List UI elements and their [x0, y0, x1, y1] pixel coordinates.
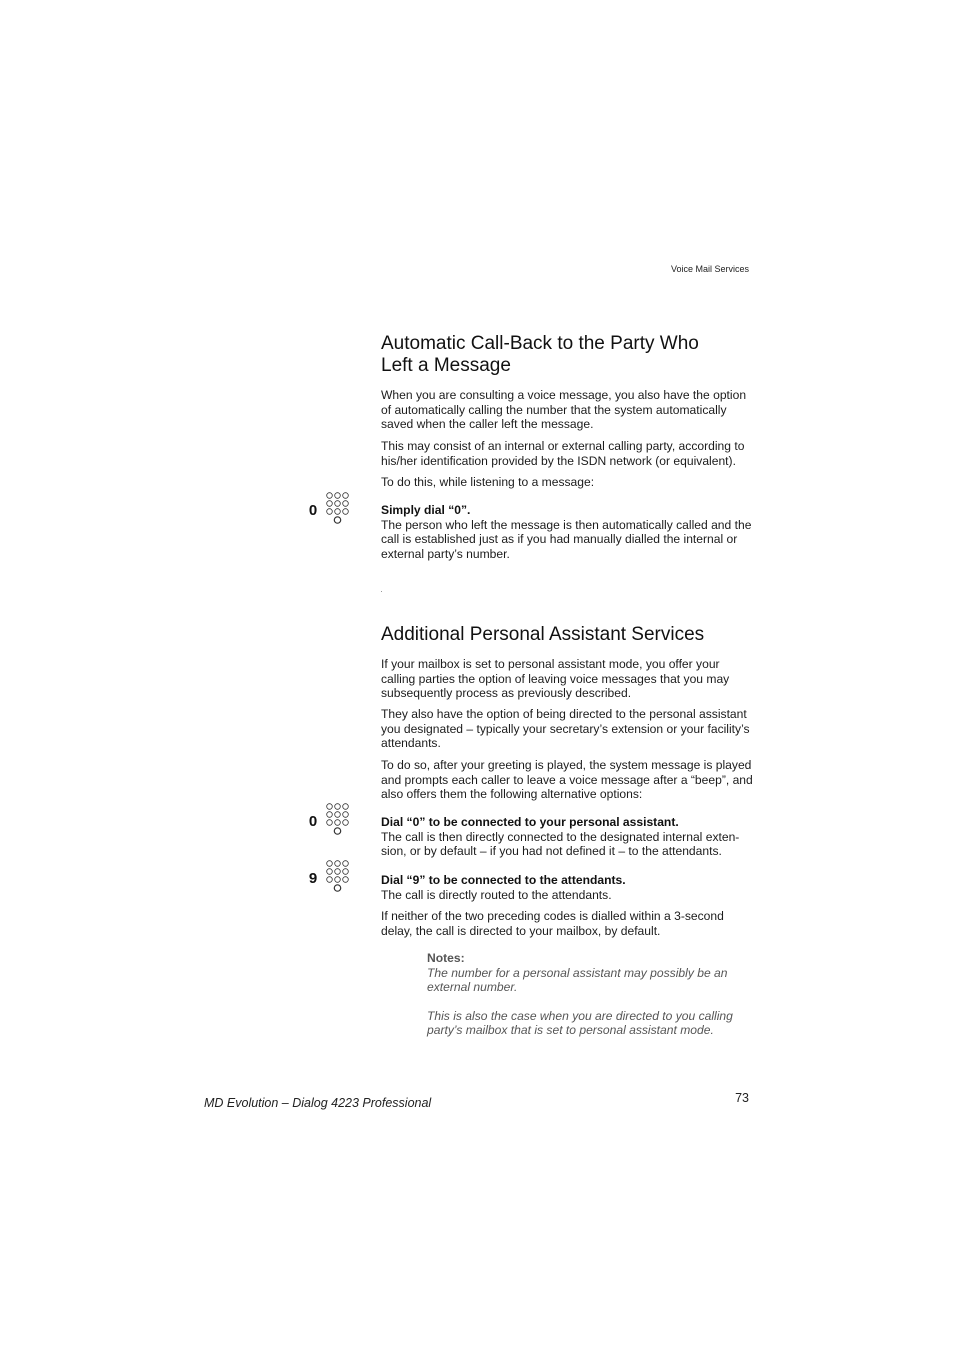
keypad-icon	[326, 803, 350, 837]
key-digit: 0	[308, 502, 318, 519]
section-title-personal-assistant: Additional Personal Assistant Services	[381, 624, 705, 645]
note-1: The number for a personal assistant may possibly be an external number.	[427, 965, 728, 995]
notes-label: Notes:	[427, 951, 465, 965]
pa-para-1: If your mailbox is set to personal assistant mode, you offer your calling parties the option of leaving voice messages that you may subsequently process as previously described.	[381, 657, 730, 701]
step-title: Simply dial “0”.	[381, 503, 471, 517]
section-title-line1: Automatic Call-Back to the Party Who	[381, 333, 699, 354]
divider-dot	[381, 591, 382, 592]
key-digit: 0	[308, 813, 318, 830]
page-number: 73	[735, 1091, 749, 1105]
callback-step	[381, 503, 753, 561]
callback-para-3: To do this, while listening to a message:	[381, 475, 595, 489]
pa-para-4: If neither of the two preceding codes is dialled within a 3-second delay, the call is directed to your mailbox, by default.	[381, 909, 724, 938]
step-title: Dial “9” to be connected to the attendants.	[381, 873, 626, 887]
notes-block	[427, 951, 757, 1038]
running-header: Voice Mail Services	[670, 264, 749, 274]
key-digit: 9	[308, 870, 318, 887]
step-text: The call is directly routed to the attendants.	[381, 887, 612, 902]
footer-title: MD Evolution – Dialog 4223 Professional	[204, 1096, 432, 1110]
section-title-callback	[381, 333, 761, 377]
keypad-icon	[326, 492, 350, 526]
pa-para-3: To do so, after your greeting is played, the system message is played and prompts each caller to leave a voice message after a “beep”, and also offers them the following alternative options:	[381, 758, 753, 802]
step-text: The person who left the message is then automatically called and the call is established just as if you had manually dialled the internal or external party’s number.	[381, 517, 752, 561]
callback-para-1: When you are consulting a voice message, you also have the option of automatically calling the number that the system automatically saved when the caller left the message.	[381, 388, 747, 432]
pa-para-2: They also have the option of being directed to the personal assistant you designated – typically your secretary’s extension or your facility’s attendants.	[381, 707, 750, 751]
section-title-line2: Left a Message	[381, 355, 511, 376]
callback-para-2: This may consist of an internal or external calling party, according to his/her identification provided by the ISDN network (or equivalent).	[381, 439, 745, 468]
pa-step-9	[381, 873, 753, 902]
note-2: This is also the case when you are directed to you calling party’s mailbox that is set to personal assistant mode.	[427, 1008, 733, 1038]
step-title: Dial “0” to be connected to your personal assistant.	[381, 815, 679, 829]
keypad-icon	[326, 860, 350, 894]
pa-step-0	[381, 815, 753, 859]
step-text: The call is then directly connected to the designated internal exten-sion, or by default – if you had not defined it – to the attendants.	[381, 829, 740, 859]
